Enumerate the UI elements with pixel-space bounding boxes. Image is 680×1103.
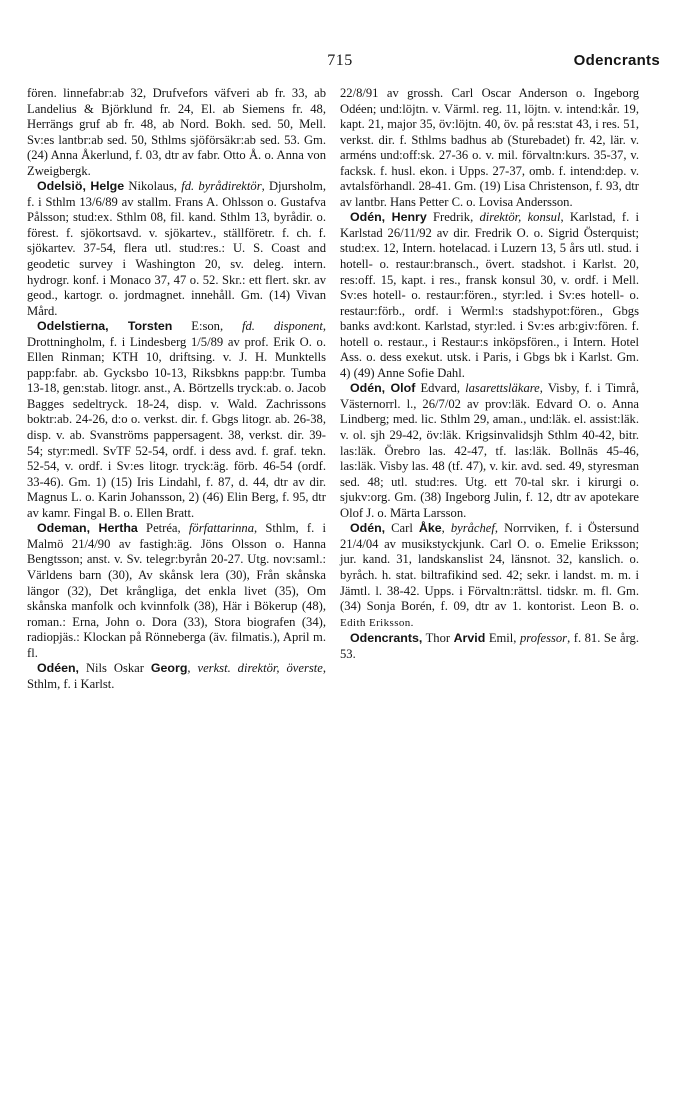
entry-text: , Karlstad, f. i Karlstad 26/11/92 av dir. Fredrik O. o. Sigrid Österquist; stud:ex. 12, Intern. hotelacad. i Luzern 13, 5 års utl. stud. i hotell- o. restaur:bransch., övert. stadshot. i Karlst. 20, res:off. 15, kapt. i res., fransk konsul 30, v. ordf. i Mell. Sv:es hotell- o. restaur:fören., styr:led. i Sv:es hotell- o. restaur:förb., ordf. i Werml:s stadshypot:fören., Gbgs banks avd:kont. Karlstad, styr:led. i Sv:es arb:giv:fören. f. hotell o. restaur., i Restaur:s inköpsfören., i Intern. Hotel Ass. o. dess exekut. utsk. i Paris, i Gbgs bk i Karlst. Gm. 4) (49) Anne Sofie Dahl. — [340, 210, 639, 380]
entry-title: professor — [519, 631, 568, 646]
entry-text: , f. 81. Se årg. 53. — [340, 631, 639, 661]
entry-text: , Djursholm, f. i Sthlm 13/6/89 av stallm. Frans A. Ohlsson o. Gustafva Pålsson; stud:ex. Sthlm 08, fil. kand. Sthlm 13, byrådir. o. förest. f. sjökortsavd. v. sjökartev., ställföretr. f. ch. f. sjökartev. 37-54, flera utl. stud:res.: U. S. Coast and geodetic survey i Washington 20, sv. deleg. intern. hydrogr. konf. i Monaco 37, 47 o. 52. Skr.: ett flert. skr. av geod., kartogr. o. jordmagnet. innehåll. Gm. (14) Vivan Mård. — [27, 179, 326, 318]
entry-callname: Åke — [418, 521, 442, 536]
entry-title: byråchef — [450, 521, 495, 536]
entry-surname: Odéen, — [37, 661, 79, 676]
entry-surname: Odelstierna, Torsten — [37, 319, 173, 334]
entry-title: författarinna — [188, 521, 254, 536]
entry-text-small: Edith Eriksson. — [340, 616, 414, 629]
entry-callname: Arvid — [453, 631, 486, 646]
running-head: Odencrants — [573, 52, 660, 69]
entry-oden-ake: Odén, Carl Åke, byråchef, Norrviken, f. i Östersund 21/4/04 av musikstyckjunk. Carl O. o. Emelie Eriksson; jur. kand. 31, landskanslist 24, länsnot. 32, kanslich. o. byråch. h. stat. biltrafikind sed. 42; sekr. i landst. m. m. i Jämtl. l. 38-42. Upps. i Förvaltn:rättsl. tidskr. m. fl. Gm. (34) Sonja Borén, f. 09, dtr av 1. kontorist. Leon B. o. Edith Eriksson. — [340, 521, 640, 629]
entry-text: , Drottningholm, f. i Lindesberg 1/5/89 av prof. Erik O. o. Ellen Rinman; KTH 10, driftsing. v. J. H. Munktells papp:fabr. ab. Gycksbo 10-13, Riksbkns papp:br. Tumba 13-18, gen:stab. litogr. anst., A. Börtzells tryck:ab. o. Jacob Bagges sedeltryck. 18-24, disp. v. Wald. Zachrissons boktr:ab. 24-26, d:o o. verkst. dir. f. Gbgs litogr. ab. 26-38, disp. v. ab. Svanströms pappersagent. 38, verkst. dir. 39-54; styr:medl. SvTF 52-54, ordf. i dess avd. f. graf. tekn. 52-54, v. ordf. i Sv:es litogr. tryck:äg. förb. 46-54 (ordf. 33-46). Gm. 1) (15) Iris Lindahl, f. 87, d. 44, dtr av dir. Magnus L. o. Karin Johansson, 2) (46) Elin Berg, f. 95, dtr av kamr. Fingal B. o. Ellen Bratt. — [27, 319, 326, 520]
entry-given: Carl — [385, 521, 419, 536]
entry-surname: Odén, — [350, 521, 386, 536]
entry-title: direktör, konsul — [479, 210, 561, 225]
entry-odelstierna-torsten — [27, 319, 326, 521]
entry-surname: Odelsiö, Helge — [37, 179, 125, 194]
entry-surname: Odén, Henry — [350, 210, 427, 225]
entry-title: verkst. direktör, överste — [197, 661, 323, 676]
entry-continuation: 22/8/91 av grossh. Carl Oscar Anderson o. Ingeborg Odéen; und:löjtn. v. Värml. reg. 11, löjtn. v. intend:kår. 19, kapt. 21, major 35, öv:löjtn. 40, öv. på res:stat 43, i res. 51, verkst. dir. f. Sthlms badhus ab (Sturebadet) fr. 42, lär. v. arméns und:off:sk. 27-36 o. v. mil. förvaltn:kurs. 35-37, v. facksk. f. husl. ekon. i Upps. 27-37, omb. f. intend:dep. v. avtalsförhandl. 28-41. Gm. (19) Lisa Christenson, f. 93, dtr av lantbr. Hans Petter C. o. Lovisa Andersson. — [340, 86, 639, 209]
right-column — [340, 86, 639, 662]
entry-odeen-georg: Odéen, Nils Oskar Georg, verkst. direktör, överste, Sthlm, f. i Karlst. — [27, 661, 326, 691]
entry-given2: Emil, — [485, 631, 520, 646]
entry-odelsio-helge — [27, 179, 326, 319]
entry-surname: Odencrants, — [350, 631, 423, 646]
entry-text: , Norrviken, f. i Östersund 21/4/04 av musikstyckjunk. Carl O. o. Emelie Eriksson; jur. kand. 31, landskanslist 24, länsnot. 32, kanslich. o. byråch. h. stat. biltrafikind sed. 42; sekr. i landst. m. m. i Jämtl. l. 38-42. Upps. i Förvaltn:rättsl. tidskr. m. fl. Gm. (34) Sonja Borén, f. 09, dtr av 1. kontorist. Leon B. o. — [340, 521, 640, 614]
page-header — [20, 52, 660, 76]
entry-text: , Sthlm, f. i Malmö 21/4/90 av fastigh:äg. Jöns Olsson o. Hanna Bengtsson; anst. v. Sv. telegr:byrån 20-27. Utg. nov:saml.: Världens barn (30), Av skånsk lera (30), Från skånska längor (32), Det krångliga, det enkla livet (35), Om skånska manfolk och kvinnfolk (38), Här i Bökerup (48), roman.: Erna, John o. Dora (33), Stora biografen (34), radiopjäs.: Klockan på Rönneberga (äv. filmatis.), April m. fl. — [27, 521, 326, 660]
entry-given: Nikolaus, — [124, 179, 182, 194]
entry-given: Nils Oskar — [79, 661, 151, 676]
entry-surname: Odén, Olof — [350, 381, 416, 396]
page-number: 715 — [327, 52, 353, 69]
entry-odencrants-arvid — [340, 631, 639, 662]
entry-given: Edvard, — [415, 381, 466, 396]
entry-surname: Odeman, Hertha — [37, 521, 138, 536]
entry-oden-olof — [340, 381, 639, 521]
entry-odeman-hertha — [27, 521, 326, 661]
left-column — [27, 86, 326, 692]
entry-callname: Georg — [150, 661, 188, 676]
entry-given: Thor — [422, 631, 454, 646]
entry-oden-henry — [340, 210, 639, 381]
entry-given: Fredrik, — [426, 210, 480, 225]
entry-title: lasarettsläkare — [465, 381, 540, 396]
entry-text: , Visby, f. i Timrå, Västernorrl. l., 26/7/02 av prov:läk. Edvard O. o. Anna Lindberg; med. lic. Sthlm 29, aman., und:läk. el. assist:läk. v. ol. sjh 29-42, öv:läk. Krigsinvalidsjh Sthlm 40-42, bitr. las:läk. Örebro las. 42-47, tf. las:läk. Bollnäs 45-46, las:läk. Visby las. 48 (tf. 47), v. kir. avd. sed. 49, styresman sed. 48; utl. stud:res. Utg. ett 70-tal skr. i kirurgi o. sjukv:org. Gm. (38) Ingeborg Julin, f. 12, dtr av apotekare Olof J. o. Märta Larsson. — [340, 381, 640, 520]
entry-given: E:son, — [172, 319, 242, 334]
entry-text: , Sthlm, f. i Karlst. — [27, 661, 326, 691]
entry-title: fd. disponent — [242, 319, 323, 334]
entry-continuation: fören. linnefabr:ab 32, Drufvefors väfveri ab fr. 33, ab Landelius & Björklund fr. 24, El. ab Siemens fr. 48, Herrängs gruf ab fr. 48, ab Nord. Bokh. sed. 50, Mell. Sv:es lantbr:ab sed. 50, Sthlms sjöförsäkr:ab sed. 53. Gm. (24) Anna Åkerlund, f. 03, dtr av fabr. Otto Å. o. Anna von Zweigbergk. — [27, 86, 326, 178]
entry-title: fd. byrådirektör — [181, 179, 262, 194]
entry-given: Petréa, — [137, 521, 189, 536]
